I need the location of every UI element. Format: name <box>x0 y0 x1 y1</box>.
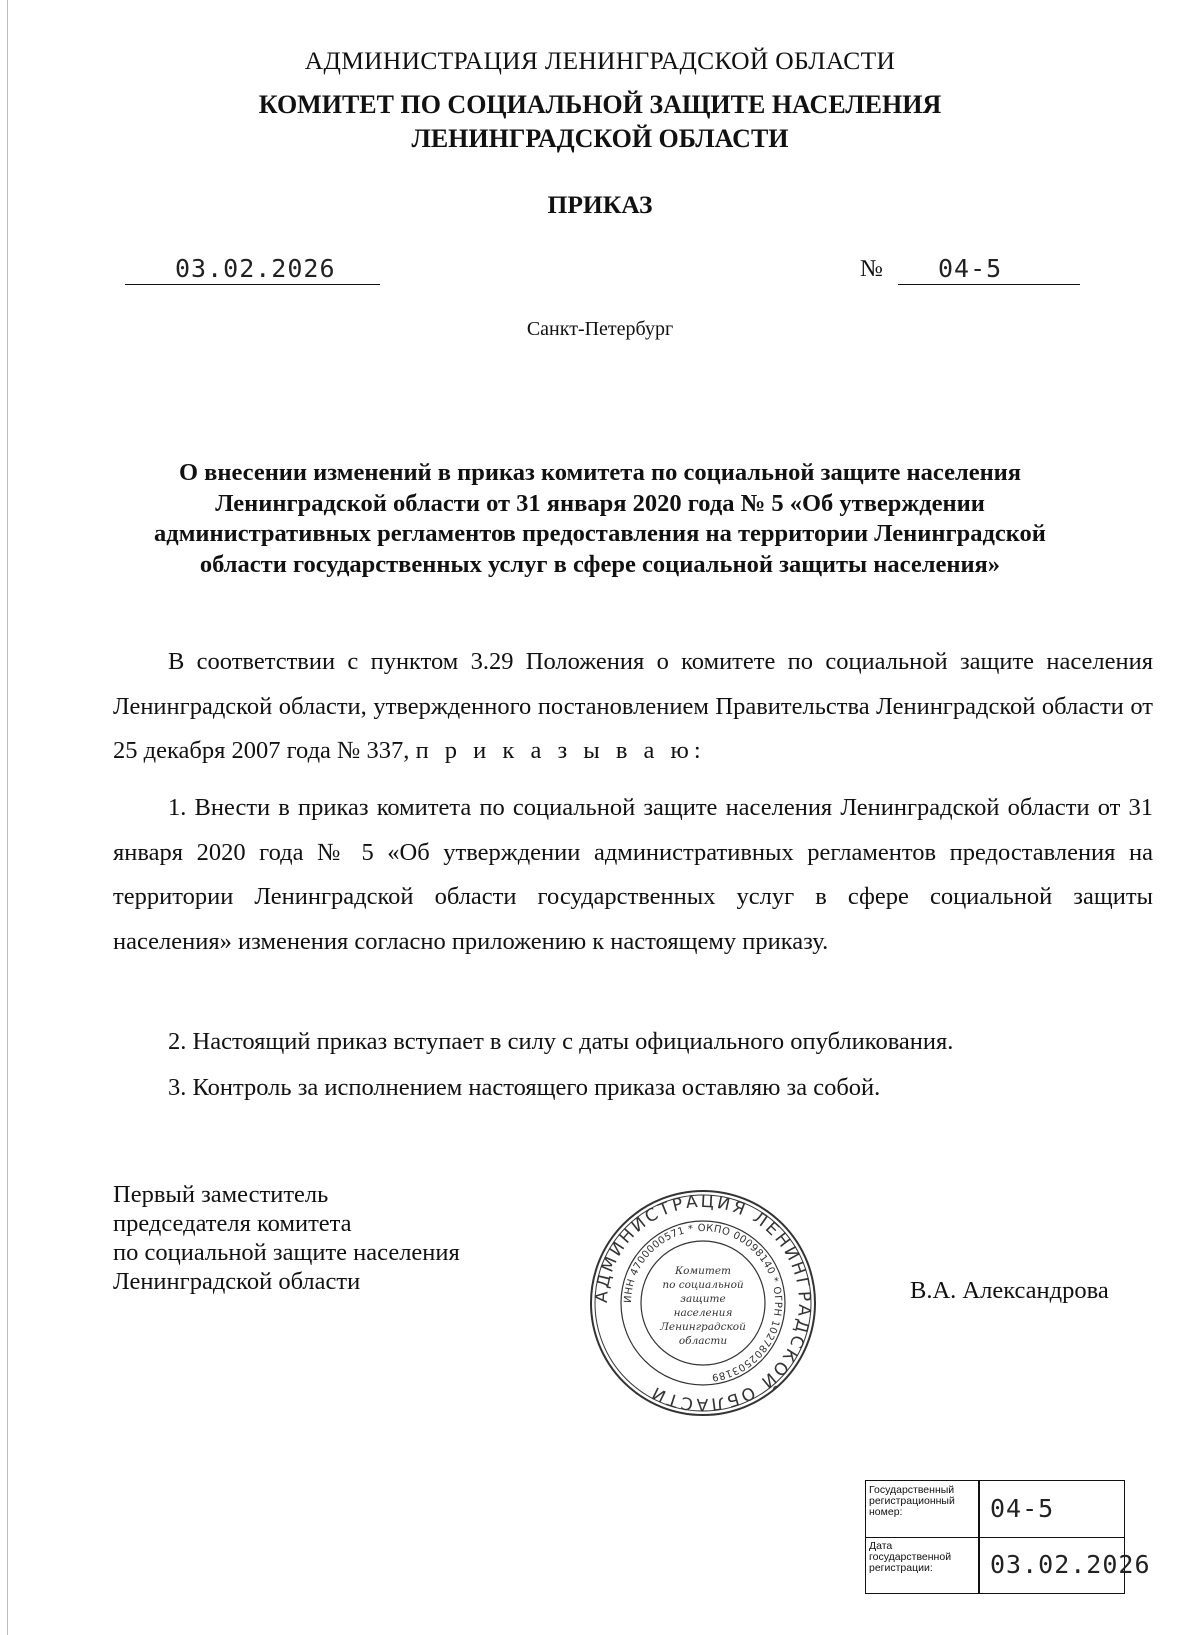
stamp-center-line6: области <box>678 1335 728 1347</box>
handwritten-date: 03.02.2026 <box>175 254 336 283</box>
doc-type-heading: ПРИКАЗ <box>547 190 653 219</box>
number-sign: № <box>860 256 883 282</box>
number-field <box>898 250 1080 285</box>
registration-box <box>865 1480 1151 1594</box>
signer-position-line3: по социальной защите населения <box>113 1239 460 1266</box>
official-seal-stamp <box>588 1188 818 1418</box>
stamp-center-line2: по социальной <box>662 1279 744 1291</box>
administration-heading: АДМИНИСТРАЦИЯ ЛЕНИНГРАДСКОЙ ОБЛАСТИ <box>304 46 896 75</box>
registration-date-label: Дата государственной регистрации: <box>869 1540 952 1574</box>
committee-heading-line1: КОМИТЕТ ПО СОЦИАЛЬНОЙ ЗАЩИТЕ НАСЕЛЕНИЯ <box>258 90 942 119</box>
item-1-paragraph: 1. Внести в приказ комитета по социальной защите населения Ленинградской области от 31 января 2020 года № 5 «Об утверждении административных регламентов предоставления на территории Ленинградской области государственных услуг в сфере социальной защиты населения» изменения согласно приложению к настоящему приказу. <box>113 794 1153 955</box>
registration-date-row <box>866 1537 1151 1593</box>
committee-heading <box>0 88 1200 156</box>
stamp-center-line5: Ленинградской <box>660 1321 746 1333</box>
registration-divider <box>978 1481 980 1537</box>
stamp-center-line1: Комитет <box>674 1265 732 1277</box>
signer-name: В.А. Александрова <box>910 1277 1109 1304</box>
document-title: О внесении изменений в приказ комитета по социальной защите населения Ленинградской области от 31 января 2020 года № 5 «Об утверждении административных регламентов предоставления на территории Ленинградской области государственных услуг в сфере социальной защиты населения» <box>154 459 1046 578</box>
city-label: Санкт-Петербург <box>526 318 674 340</box>
signer-position <box>113 1180 460 1296</box>
handwritten-number: 04-5 <box>938 254 1003 283</box>
signer-position-line1: Первый заместитель <box>113 1181 329 1208</box>
committee-heading-line2: ЛЕНИНГРАДСКОЙ ОБЛАСТИ <box>411 124 789 153</box>
registration-number-value: 04-5 <box>990 1494 1055 1523</box>
preamble-paragraph <box>113 640 1153 774</box>
item-3-paragraph: 3. Контроль за исполнением настоящего приказа оставляю за собой. <box>168 1074 881 1101</box>
stamp-middle-textpath: ИНН 4700000571 * ОКПО 00098140 * ОГРН 1027802503189 <box>622 1222 784 1383</box>
scan-edge-line <box>7 0 8 1635</box>
item-2-paragraph: 2. Настоящий приказ вступает в силу с даты официального опубликования. <box>168 1028 954 1055</box>
stamp-center-line4: населения <box>673 1307 733 1319</box>
registration-date-value: 03.02.2026 <box>990 1550 1151 1579</box>
registration-number-label: Государственный регистрационный номер: <box>869 1484 955 1518</box>
stamp-center-line3: защите <box>680 1293 726 1305</box>
order-word: п р и к а з ы в а ю: <box>415 737 706 764</box>
date-field <box>125 250 380 285</box>
signer-position-line4: Ленинградской области <box>113 1268 361 1295</box>
registration-number-row <box>866 1481 1124 1538</box>
stamp-outer-textpath: АДМИНИСТРАЦИЯ ЛЕНИНГРАДСКОЙ ОБЛАСТИ <box>591 1191 815 1415</box>
preamble-text: В соответствии с пунктом 3.29 Положения о комитете по социальной защите населения Ленинградской области, утвержденного постановлением Правительства Ленинградской области от 25 декабря 2007 года № 337, <box>113 648 1153 764</box>
registration-divider <box>978 1537 980 1593</box>
signer-position-line2: председателя комитета <box>113 1210 352 1237</box>
